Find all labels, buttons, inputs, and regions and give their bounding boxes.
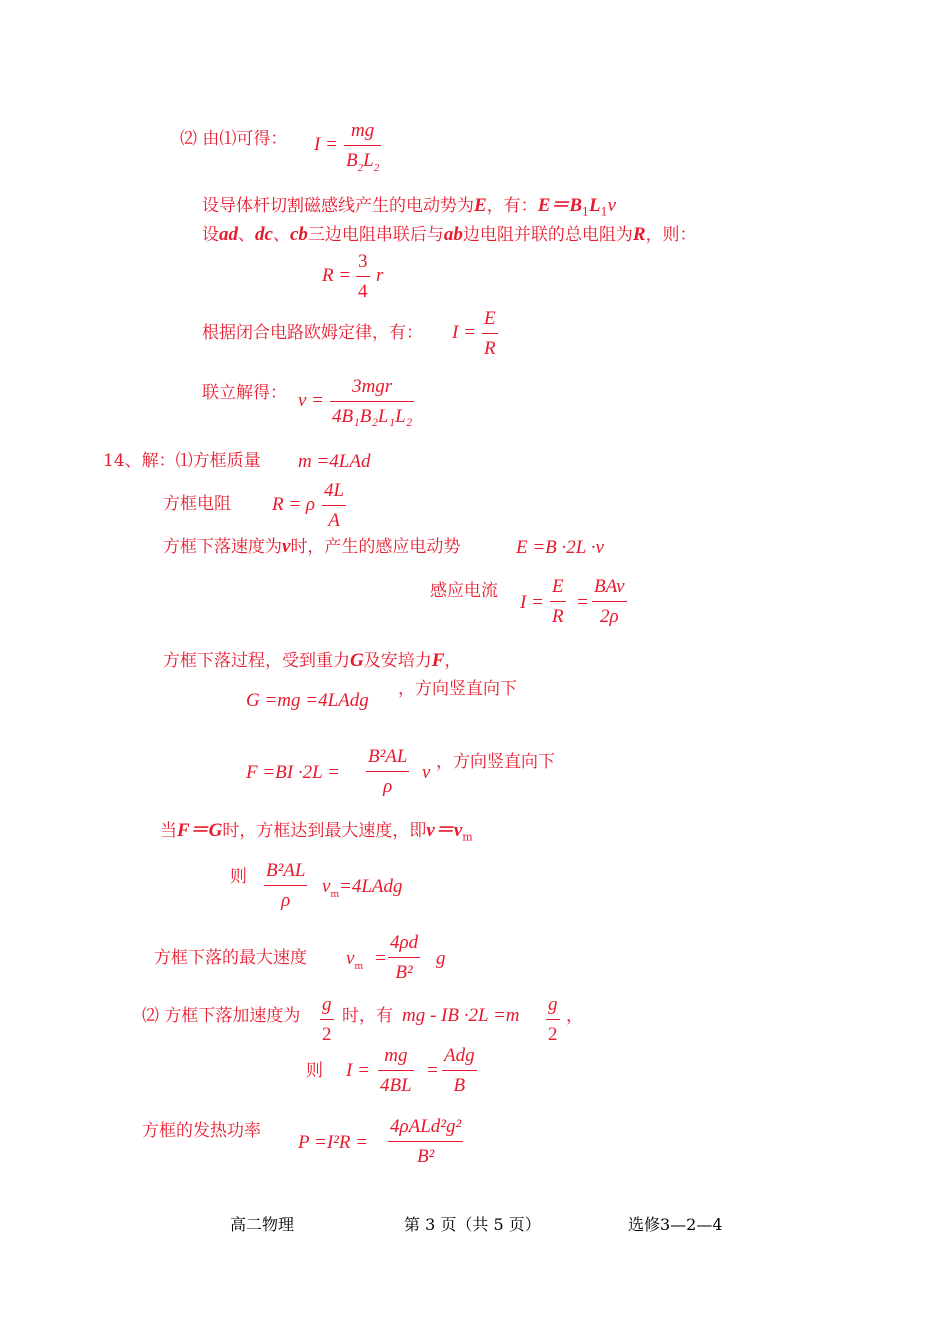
- footer-subject: 高二物理: [230, 1215, 295, 1234]
- part-2-label: ⑵ 方框下落加速度为: [142, 1006, 301, 1026]
- step-2-label: ⑵ 由⑴可得：: [180, 129, 288, 149]
- numerator: mg: [350, 120, 375, 141]
- fraction-4rhod-over-b2: 4ρd B²: [390, 932, 419, 983]
- footer-course: 选修3—2—4: [628, 1215, 723, 1234]
- max-speed-equation: $v_m=4LAdg$: [322, 876, 403, 900]
- ohm-law-statement: 根据闭合电路欧姆定律，有：: [202, 323, 423, 343]
- heat-power-label: 方框的发热功率: [142, 1121, 261, 1141]
- fraction-e-over-r: E R: [484, 308, 496, 359]
- fraction-g-over-2-b: g 2: [548, 994, 558, 1045]
- gravity-formula: G =mg =4LAdg: [246, 690, 369, 711]
- induced-current-label: 感应电流: [430, 581, 498, 601]
- max-speed-lhs: $v_m$: [346, 948, 363, 972]
- formula-r-lhs: R =: [322, 265, 352, 286]
- equals-sign: =: [576, 592, 589, 613]
- fraction-3-over-4: 3 4: [358, 251, 368, 302]
- ampere-force-lhs: F =BI ·2L =: [246, 762, 340, 783]
- part-2-equation: mg - IB ·2L =m: [402, 1005, 520, 1026]
- then-label: 则: [230, 867, 247, 887]
- fraction-bar: [344, 145, 381, 146]
- fraction-b2al-over-rho-2: B²AL ρ: [266, 860, 306, 911]
- frame-resistance-label: 方框电阻: [163, 494, 231, 514]
- frame-resistance-lhs: R = ρ: [272, 494, 316, 515]
- max-speed-equals: =: [374, 948, 387, 969]
- solve-statement: 联立解得：: [202, 383, 287, 403]
- fraction-b2al-over-rho: B²AL ρ: [368, 746, 408, 797]
- current-equals: =: [426, 1060, 439, 1081]
- formula-i-lhs: I =: [452, 322, 476, 343]
- fraction-g-over-2: g 2: [322, 994, 332, 1045]
- then-label-2: 则: [306, 1061, 323, 1081]
- fraction-e-over-r-2: E R: [552, 576, 564, 627]
- max-speed-condition: 当F＝G时，方框达到最大速度，即$v=v_m$: [160, 820, 473, 844]
- q14-mass-formula: m =4LAd: [298, 451, 371, 472]
- heat-power-lhs: P =I²R =: [298, 1132, 369, 1153]
- ampere-force-v: v: [422, 762, 431, 783]
- induced-current-lhs: I =: [520, 592, 544, 613]
- denominator: $B_2L_2$: [346, 150, 380, 174]
- falling-speed-statement: 方框下落速度为v时，产生的感应电动势: [163, 536, 461, 557]
- max-speed-label: 方框下落的最大速度: [154, 948, 307, 968]
- formula-r-symbol: r: [376, 265, 384, 286]
- fraction-heat-power: 4ρALd²g² B²: [390, 1116, 462, 1167]
- fraction-v-result: 3mgr 4B₁B₂L₁L₂: [332, 376, 413, 427]
- emf-statement: 设导体杆切割磁感线产生的电动势为E，有：$E=B_1L_1v$: [202, 195, 617, 219]
- formula-v-lhs: v =: [298, 390, 325, 411]
- fraction-adg-over-b: Adg B: [444, 1045, 475, 1096]
- ampere-force-direction: ，方向竖直向下: [436, 752, 555, 772]
- q14-mass-label: 14、解：⑴方框质量: [103, 451, 261, 471]
- resistance-statement: 设ad、dc、cb三边电阻串联后与ab边电阻并联的总电阻为R，则：: [202, 224, 697, 245]
- induced-emf-formula: E =B ·2L ·v: [516, 537, 604, 558]
- formula-lhs: I =: [314, 134, 338, 155]
- part-2-when: 时，有: [342, 1006, 393, 1026]
- forces-statement: 方框下落过程，受到重力G及安培力F，: [163, 650, 462, 671]
- gravity-direction: ，方向竖直向下: [398, 679, 517, 699]
- max-speed-g: g: [436, 948, 446, 969]
- part-2-end: ，: [566, 1006, 583, 1026]
- fraction-bav-over-2rho: BAv 2ρ: [594, 576, 625, 627]
- fraction-mg-over-b2l2: [344, 120, 381, 179]
- current-lhs: I =: [346, 1060, 370, 1081]
- fraction-mg-over-4bl: mg 4BL: [380, 1045, 412, 1096]
- fraction-4l-over-a: 4L A: [324, 480, 345, 531]
- footer-page-number: 第 3 页（共 5 页）: [404, 1215, 541, 1234]
